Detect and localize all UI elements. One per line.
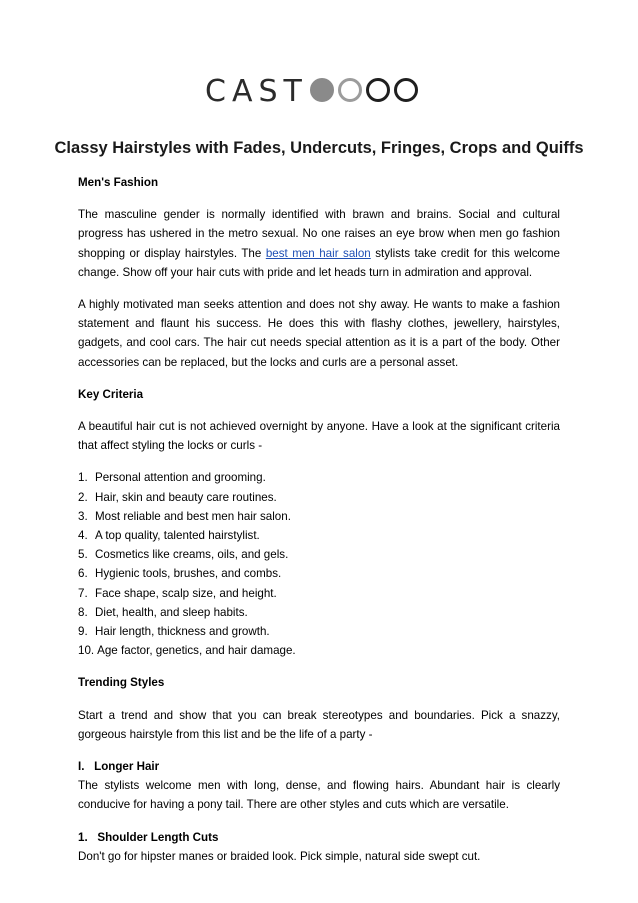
- list-item: 9. Hair length, thickness and growth.: [78, 625, 270, 639]
- key-criteria-intro: A beautiful hair cut is not achieved overnight by anyone. Have a look at the significant criteria that affect styling the locks or curls -: [78, 420, 560, 453]
- shoulder-length-text: Don't go for hipster manes or braided look. Pick simple, natural side swept cut.: [78, 849, 481, 863]
- logo-ring: [366, 78, 390, 102]
- category-heading: Men's Fashion: [78, 176, 159, 189]
- list-item: 1. Personal attention and grooming.: [78, 471, 266, 485]
- shoulder-length-heading: 1. Shoulder Length Cuts: [78, 830, 219, 844]
- logo-ring-filled: [310, 78, 334, 102]
- page-title: Classy Hairstyles with Fades, Undercuts, Fringes, Crops and Quiffs: [54, 139, 584, 157]
- longer-hair-text: The stylists welcome men with long, dense, and flowing hairs. Abundant hair is clearly conducive for having a pony tail. There are other styles and cuts which are versatile.: [78, 779, 560, 812]
- list-item: 10. Age factor, genetics, and hair damage.: [78, 644, 296, 658]
- list-item: 7. Face shape, scalp size, and height.: [78, 586, 277, 600]
- logo-ring: [338, 78, 362, 102]
- longer-hair-heading: I. Longer Hair: [78, 760, 160, 774]
- list-item: 5. Cosmetics like creams, oils, and gels.: [78, 548, 289, 562]
- list-item: 2. Hair, skin and beauty care routines.: [78, 490, 277, 504]
- logo-text: CAST: [205, 74, 308, 109]
- list-item: 8. Diet, health, and sleep habits.: [78, 605, 248, 619]
- logo-rings-icon: [310, 74, 434, 110]
- article-body: [78, 173, 560, 866]
- best-men-hair-salon-link[interactable]: best men hair salon: [265, 246, 371, 260]
- trending-intro: Start a trend and show that you can break stereotypes and boundaries. Pick a snazzy, gorgeous hairstyle from this list and be the life of a party -: [78, 708, 560, 741]
- list-item: 6. Hygienic tools, brushes, and combs.: [78, 567, 282, 581]
- logo-ring: [394, 78, 418, 102]
- trending-styles-heading: Trending Styles: [78, 676, 165, 690]
- list-item: 4. A top quality, talented hairstylist.: [78, 529, 260, 543]
- criteria-list: [78, 468, 560, 660]
- motivation-paragraph: A highly motivated man seeks attention and does not shy away. He wants to make a fashion statement and flaunt his success. He does this with flashy clothes, jewellery, hairstyles, gadgets, and cool cars. The hair cut needs special attention as it is a part of the body. Other accessories can be replaced, but the locks and curls are a personal asset.: [78, 298, 560, 369]
- intro-paragraph: The masculine gender is normally identified with brawn and brains. Social and cultural progress has ushered in the metro sexual. No one raises an eye brow when men go fashion shopping or display hairstyles. The best men hair salon stylists take credit for this welcome change. Show off your hair cuts with pride and let heads turn in admiration and approval.: [78, 208, 560, 279]
- list-item: 3. Most reliable and best men hair salon.: [78, 509, 291, 523]
- key-criteria-heading: Key Criteria: [78, 387, 144, 401]
- casto-logo: [205, 74, 434, 110]
